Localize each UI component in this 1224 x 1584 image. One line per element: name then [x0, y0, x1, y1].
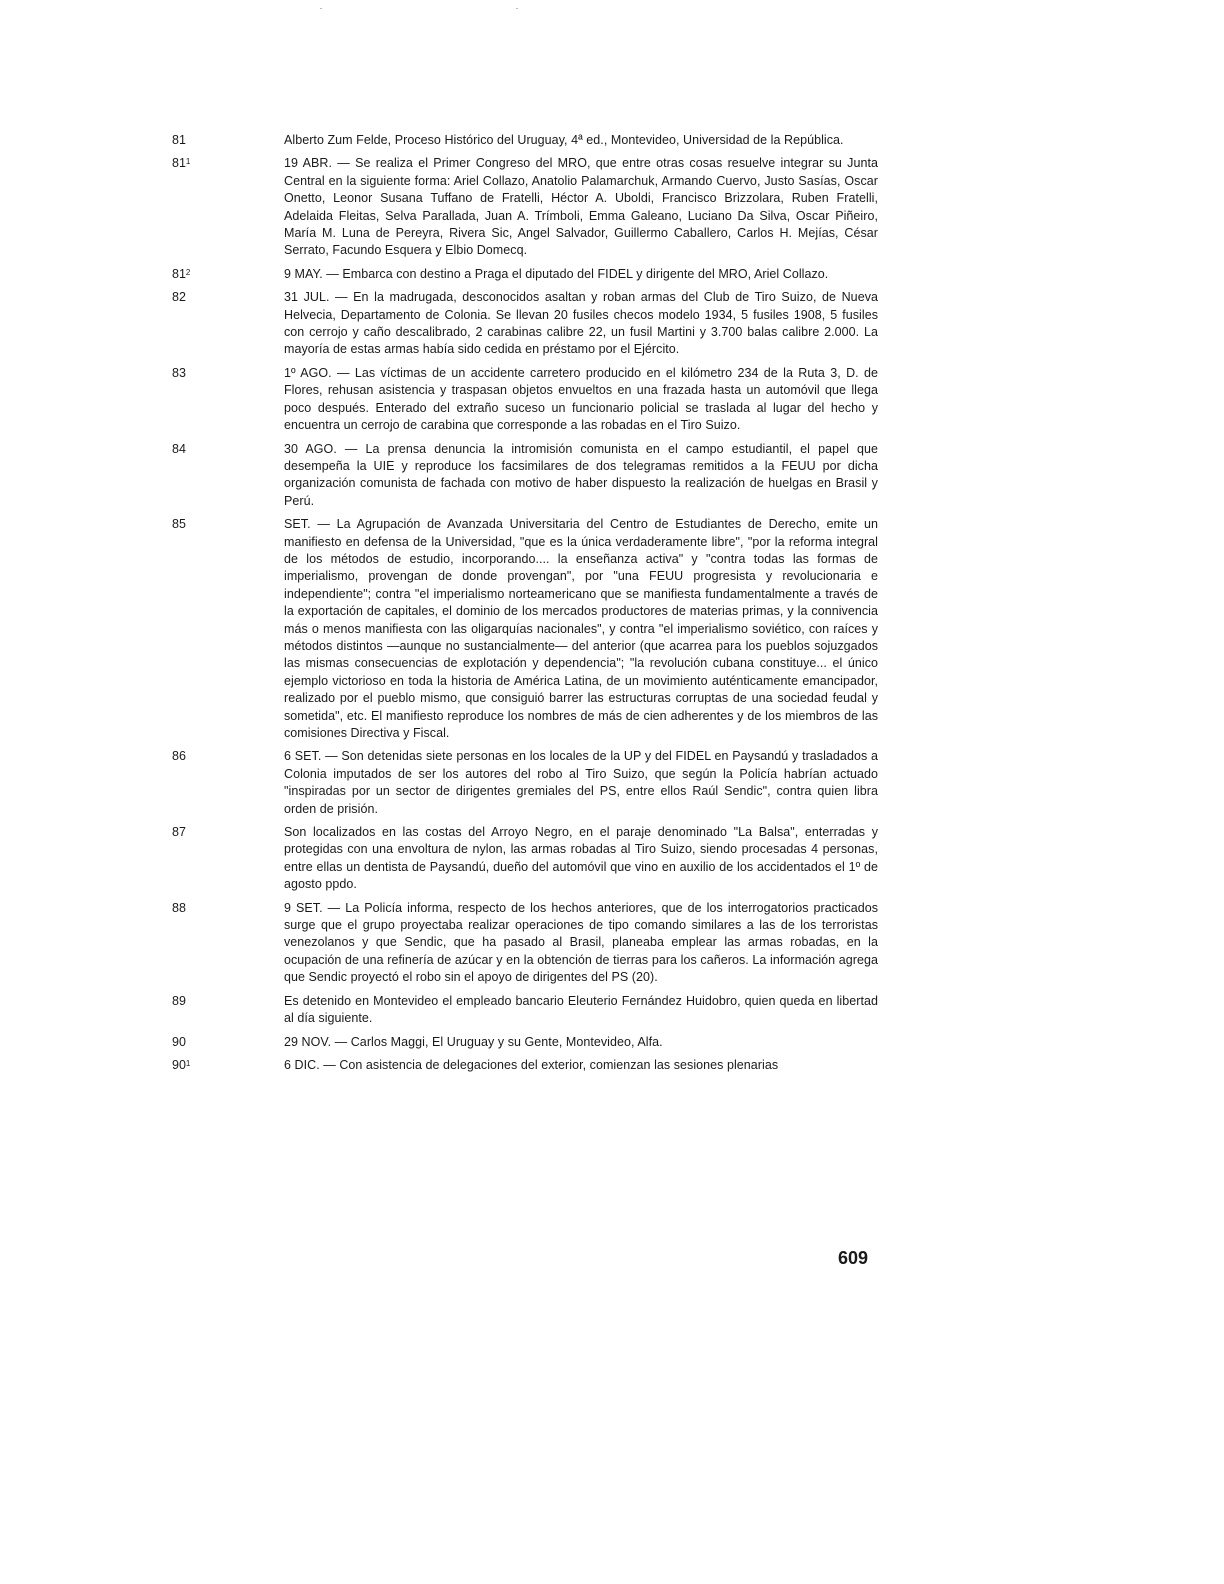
- chronology-entry: [172, 132, 884, 149]
- entry-number-value: 90: [172, 1057, 186, 1072]
- chronology-entry: [172, 289, 884, 359]
- chronology-entry: [172, 1034, 884, 1051]
- entry-number-value: 89: [172, 993, 186, 1008]
- entry-text: Es detenido en Montevideo el empleado bancario Eleuterio Fernández Huidobro, quien queda en libertad al día siguiente.: [284, 993, 878, 1026]
- entry-text: SET. — La Agrupación de Avanzada Universitaria del Centro de Estudiantes de Derecho, emite un manifiesto en defensa de la Universidad, "que es la única verdaderamente libre", "por la reforma integral de los métodos de estudio, incorporando.... la enseñanza activa" y "contra todas las formas de imperialismo, provengan de donde provengan", por "una FEUU progresista y revolucionaria e independiente"; contra "el imperialismo norteamericano que se manifiesta fundamentalmente a través de la exportación de capitales, el dominio de los mercados productores de materias primas, y la connivencia más o menos manifiesta con las oligarquías nacionales", y contra "el imperialismo soviético, con raíces y métodos distintos —aunque no sustancialmente— del anterior (que acarrea para los pueblos sojuzgados las mismas consecuencias de explotación y dependencia"; "la revolución cubana constituye... el único ejemplo victorioso en toda la historia de América Latina, de un movimiento auténticamente emancipador, realizado por el pueblo mismo, que consiguió barrer las estructuras corruptas de una sociedad feudal y sometida", etc. El manifiesto reproduce los nombres de más de cien adherentes y de los miembros de las comisiones Directiva y Fiscal.: [284, 517, 878, 740]
- entry-text: 1º AGO. — Las víctimas de un accidente carretero producido en el kilómetro 234 de la Ruta 3, D. de Flores, rehusan asistencia y traspasan objetos envueltos en una frazada hasta un automóvil que llega poco después. Enterado del extraño suceso un funcionario policial se traslada al lugar del hecho y encuentra un cerrojo de carabina que corresponde a las robadas en el Tiro Suizo.: [284, 365, 878, 433]
- entry-number: [172, 266, 284, 283]
- entry-number-superscript: 1: [185, 157, 191, 167]
- entry-number-value: 86: [172, 749, 186, 764]
- entry-text: 29 NOV. — Carlos Maggi, El Uruguay y su Gente, Montevideo, Alfa.: [284, 1034, 663, 1049]
- entry-number: [172, 516, 284, 742]
- chronology-entry: [172, 993, 884, 1028]
- chronology-entry: [172, 441, 884, 511]
- entry-number: [172, 1057, 284, 1074]
- page-number: 609: [838, 1248, 869, 1268]
- entry-text: 9 MAY. — Embarca con destino a Praga el diputado del FIDEL y dirigente del MRO, Ariel Collazo.: [284, 266, 829, 281]
- entry-number: [172, 365, 284, 435]
- entry-text: 6 DIC. — Con asistencia de delegaciones del exterior, comienzan las sesiones plenarias: [284, 1057, 779, 1072]
- chronology-entry: [172, 365, 884, 435]
- entry-number-value: 85: [172, 517, 186, 532]
- scan-speck: [320, 8, 322, 9]
- entry-number-value: 81: [172, 133, 186, 147]
- entry-text: Son localizados en las costas del Arroyo Negro, en el paraje denominado "La Balsa", enterradas y protegidas con una envoltura de nylon, las armas robadas al Tiro Suizo, siendo procesadas 4 personas, entre ellas un dentista de Paysandú, dueño del automóvil que vino en auxilio de los accidentados el 1º de agosto ppdo.: [284, 825, 878, 892]
- chronology-entry: [172, 266, 884, 283]
- entry-number-value: 81: [172, 156, 186, 171]
- entry-text: 31 JUL. — En la madrugada, desconocidos asaltan y roban armas del Club de Tiro Suizo, de Nueva Helvecia, Departamento de Colonia. Se llevan 20 fusiles checos modelo 1934, 5 fusiles 1908, 5 fusiles con cerrojo y caño descalibrado, 2 carabinas calibre 22, un fusil Martini y 3.700 balas calibre 2.000. La mayoría de estas armas había sido cedida en préstamo por el Ejército.: [284, 290, 878, 357]
- entry-text: 19 ABR. — Se realiza el Primer Congreso del MRO, que entre otras cosas resuelve integrar su Junta Central en la siguiente forma: Ariel Collazo, Anatolio Palamarchuk, Armando Cuervo, Justo Sasías, Oscar Onetto, Leonor Susana Tuffano de Fratelli, Héctor A. Uboldi, Francisco Brizzolara, Ruben Fratelli, Adelaida Fleitas, Selva Parallada, Juan A. Trímboli, Emma Galeano, Luciano Da Silva, Oscar Piñeiro, María M. Luna de Pereyra, Rivera Sic, Angel Salvador, Guillermo Caballero, Carlos H. Mejías, César Serrato, Facundo Esquera y Elbio Domecq.: [284, 156, 878, 258]
- entry-number-value: 88: [172, 900, 186, 915]
- entry-number-superscript: 2: [185, 267, 191, 277]
- entry-number-value: 82: [172, 290, 186, 305]
- chronology-entries: [172, 132, 884, 1080]
- entry-number: [172, 900, 284, 987]
- entry-text: 6 SET. — Son detenidas siete personas en los locales de la UP y del FIDEL en Paysandú y trasladados a Colonia imputados de ser los autores del robo al Tiro Suizo, que según la Policía habrían actuado "inspiradas por un sector de dirigentes gremiales del PS, entre ellos Raúl Sendic", contra quien libra orden de prisión.: [284, 749, 878, 816]
- entry-text: Alberto Zum Felde, Proceso Histórico del Uruguay, 4ª ed., Montevideo, Universidad de la República.: [284, 133, 844, 147]
- chronology-entry: [172, 1057, 884, 1074]
- scan-speck: [516, 8, 518, 9]
- entry-number: [172, 1034, 284, 1051]
- entry-number-value: 84: [172, 441, 186, 456]
- chronology-entry: [172, 900, 884, 987]
- chronology-entry: [172, 516, 884, 742]
- entry-number: [172, 748, 284, 818]
- chronology-entry: [172, 155, 884, 259]
- chronology-entry: [172, 824, 884, 894]
- entry-number: [172, 993, 284, 1028]
- chronology-entry: [172, 748, 884, 818]
- entry-number: [172, 155, 284, 259]
- entry-number-value: 87: [172, 825, 186, 840]
- entry-number-value: 81: [172, 266, 186, 281]
- entry-number-value: 83: [172, 365, 186, 380]
- entry-text: 30 AGO. — La prensa denuncia la intromisión comunista en el campo estudiantil, el papel que desempeña la UIE y reproduce los facsimilares de dos telegramas remitidos a la FEUU por dicha organización comunista de fachada con motivo de haber dispuesto la realización de huelgas en Brasil y Perú.: [284, 441, 878, 508]
- entry-number: [172, 441, 284, 511]
- entry-number-value: 90: [172, 1034, 186, 1049]
- entry-number: [172, 132, 284, 149]
- entry-number: [172, 824, 284, 894]
- entry-number-superscript: 1: [185, 1058, 191, 1068]
- entry-number: [172, 289, 284, 359]
- entry-text: 9 SET. — La Policía informa, respecto de los hechos anteriores, que de los interrogatorios practicados surge que el grupo proyectaba realizar operaciones de tipo comando similares a las de los terroristas venezolanos y que Sendic, que ha pasado al Brasil, planeaba emplear las armas robadas, en la ocupación de una refinería de azúcar y en la obtención de tierras para los cañeros. La información agrega que Sendic proyectó el robo sin el apoyo de dirigentes del PS (20).: [284, 900, 878, 985]
